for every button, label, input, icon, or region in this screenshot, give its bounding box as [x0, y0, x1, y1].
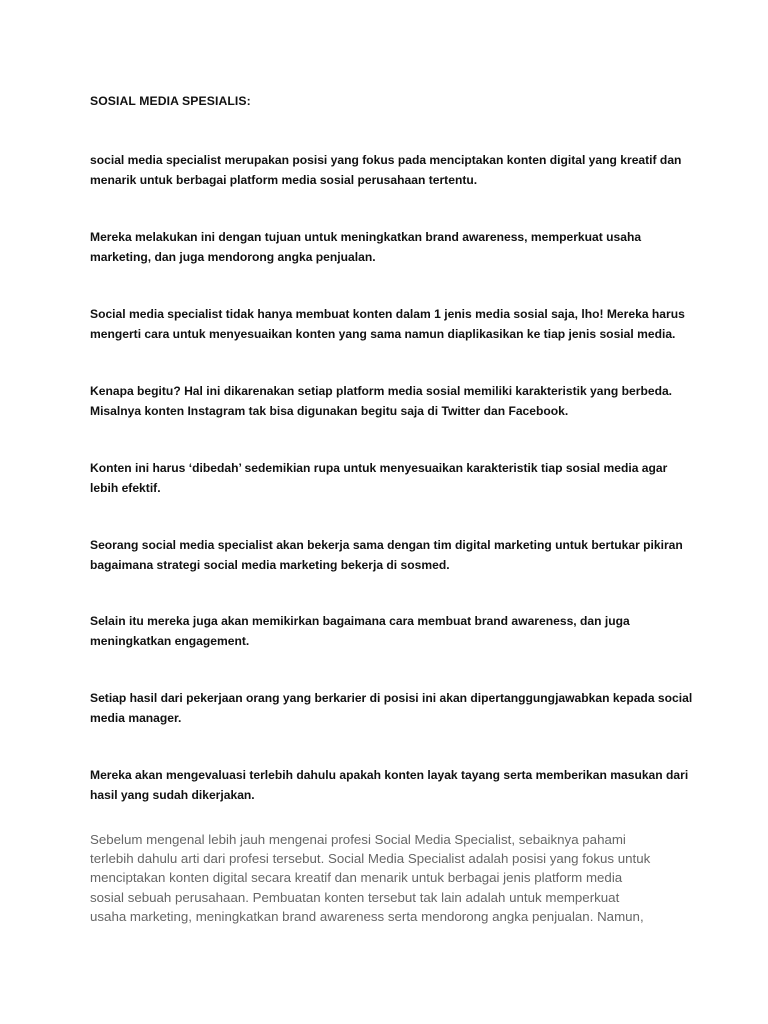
paragraph-line: Selain itu mereka juga akan memikirkan bagaimana cara membuat brand awareness, dan juga [90, 614, 630, 628]
paragraph-line: menarik untuk berbagai platform media sosial perusahaan tertentu. [90, 172, 478, 187]
paragraph-1 [90, 151, 690, 190]
document-heading: SOSIAL MEDIA SPESIALIS: [90, 94, 251, 108]
paragraph-line: Mereka akan mengevaluasi terlebih dahulu apakah konten layak tayang serta memberikan masukan dari [90, 768, 689, 782]
paragraph-line: Mereka melakukan ini dengan tujuan untuk meningkatkan brand awareness, memperkuat usaha [90, 230, 642, 244]
paragraph-line: lebih efektif. [90, 480, 161, 495]
paragraph-9 [90, 766, 690, 805]
paragraph-line: Social media specialist tidak hanya membuat konten dalam 1 jenis media sosial saja, lho! Mereka harus [90, 307, 685, 321]
paragraph-line: Sebelum mengenal lebih jauh mengenai profesi Social Media Specialist, sebaiknya pahami [90, 832, 626, 847]
paragraph-line: marketing, dan juga mendorong angka penjualan. [90, 249, 376, 264]
paragraph-line: media manager. [90, 710, 182, 725]
paragraph-line: sosial sebuah perusahaan. Pembuatan konten tersebut tak lain adalah untuk memperkuat [90, 889, 620, 905]
paragraph-line: usaha marketing, meningkatkan brand awareness serta mendorong angka penjualan. Namun, [90, 908, 644, 924]
paragraph-line: bagaimana strategi social media marketing bekerja di sosmed. [90, 557, 450, 572]
paragraph-line: Konten ini harus ‘dibedah’ sedemikian rupa untuk menyesuaikan karakteristik tiap sosial media agar [90, 461, 668, 475]
paragraph-2 [90, 228, 690, 267]
paragraph-4 [90, 382, 690, 421]
paragraph-3 [90, 305, 690, 344]
closing-paragraph [90, 830, 710, 926]
paragraph-7 [90, 612, 690, 651]
paragraph-line: social media specialist merupakan posisi yang fokus pada menciptakan konten digital yang kreatif dan [90, 153, 682, 167]
paragraph-line: Misalnya konten Instagram tak bisa digunakan begitu saja di Twitter dan Facebook. [90, 403, 569, 418]
paragraph-line: terlebih dahulu arti dari profesi tersebut. Social Media Specialist adalah posisi yang fokus untuk [90, 851, 651, 867]
paragraph-line: meningkatkan engagement. [90, 633, 250, 648]
paragraph-line: menciptakan konten digital secara kreatif dan menarik untuk berbagai jenis platform media [90, 870, 623, 886]
paragraph-line: Setiap hasil dari pekerjaan orang yang berkarier di posisi ini akan dipertanggungjawabkan kepada social [90, 691, 693, 705]
paragraph-line: Seorang social media specialist akan bekerja sama dengan tim digital marketing untuk bertukar pikiran [90, 538, 683, 552]
paragraph-line: hasil yang sudah dikerjakan. [90, 787, 255, 802]
paragraph-8 [90, 689, 693, 728]
paragraph-line: mengerti cara untuk menyesuaikan konten yang sama namun diaplikasikan ke tiap jenis sosial media. [90, 326, 676, 341]
paragraph-6 [90, 536, 690, 575]
paragraph-line: Kenapa begitu? Hal ini dikarenakan setiap platform media sosial memiliki karakteristik yang berbeda. [90, 384, 673, 398]
paragraph-5 [90, 459, 690, 498]
